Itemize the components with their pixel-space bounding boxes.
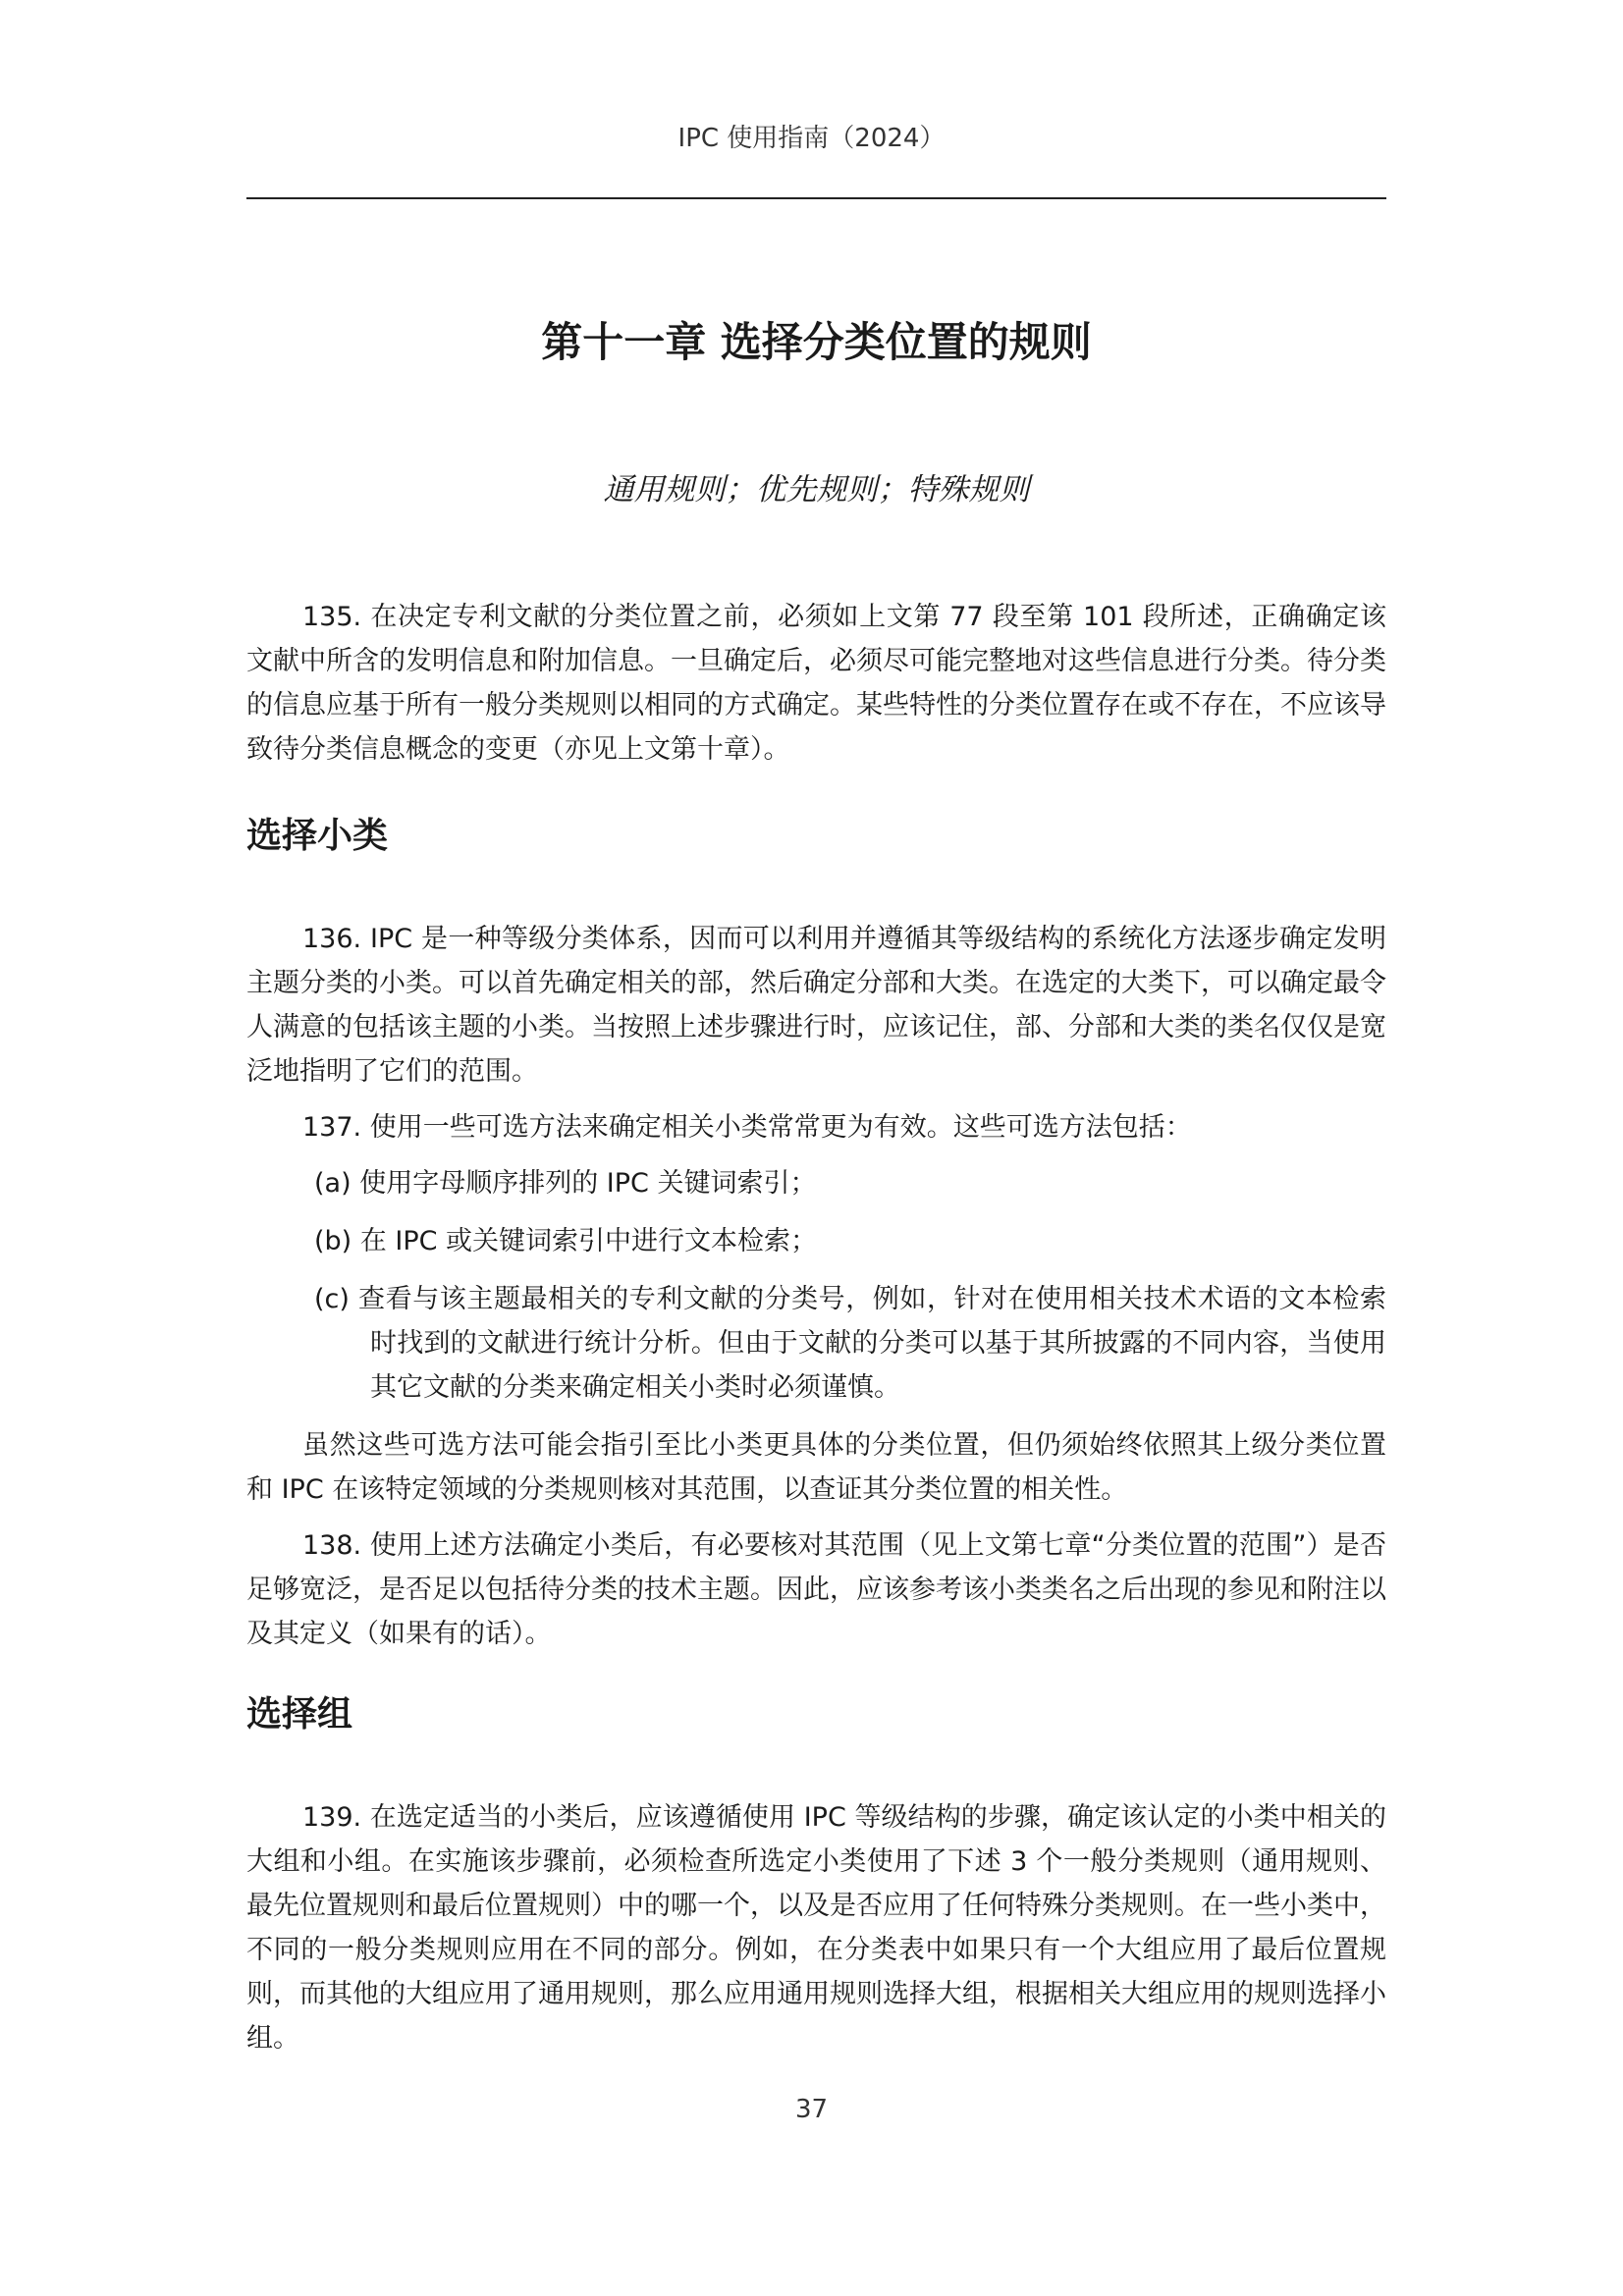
chapter-title: 第十一章 选择分类位置的规则 <box>541 318 1092 366</box>
paragraph-137: 137. 使用一些可选方法来确定相关小类常常更为有效。这些可选方法包括： <box>302 1112 1192 1143</box>
paragraph-137-continuation: 虽然这些可选方法可能会指引至比小类更具体的分类位置，但仍须始终依照其上级分类位置和 IPC 在该特定领域的分类规则核对其范围，以查证其分类位置的相关性。 <box>246 1430 1386 1505</box>
paragraph-139: 139. 在选定适当的小类后，应该遵循使用 IPC 等级结构的步骤，确定该认定的小类中相关的大组和小组。在实施该步骤前，必须检查所选定小类使用了下述 3 个一般分类规则（通用规则、最先位置规则和最后位置规则）中的哪一个，以及是否应用了任何特殊分类规则。在一些小类中，不同的一般分类规则应用在不同的部分。例如，在分类表中如果只有一个大组应用了最后位置规则，而其他的大组应用了通用规则，那么应用通用规则选择大组，根据相关大组应用的规则选择小组。 <box>246 1802 1386 2054</box>
running-header: IPC 使用指南（2024） <box>677 124 946 153</box>
page-body <box>246 312 1386 2072</box>
header-divider <box>246 197 1386 199</box>
list-item-a: (a) 使用字母顺序排列的 IPC 关键词索引； <box>314 1168 817 1199</box>
page-number: 37 <box>794 2095 829 2124</box>
section-heading-select-subclass: 选择小类 <box>246 816 389 856</box>
section-heading-select-group: 选择组 <box>246 1694 353 1735</box>
paragraph-138: 138. 使用上述方法确定小类后，有必要核对其范围（见上文第七章“分类位置的范围”）是否足够宽泛，是否足以包括待分类的技术主题。因此，应该参考该小类类名之后出现的参见和附注以及其定义（如果有的话）。 <box>246 1530 1386 1649</box>
list-item-b: (b) 在 IPC 或关键词索引中进行文本检索； <box>314 1226 818 1256</box>
list-item-c: (c) 查看与该主题最相关的专利文献的分类号，例如，针对在使用相关技术术语的文本检索时找到的文献进行统计分析。但由于文献的分类可以基于其所披露的不同内容，当使用其它文献的分类来确定相关小类时必须谨慎。 <box>314 1284 1386 1403</box>
chapter-subtitle: 通用规则；优先规则；特殊规则 <box>603 472 1030 507</box>
paragraph-136: 136. IPC 是一种等级分类体系，因而可以利用并遵循其等级结构的系统化方法逐步确定发明主题分类的小类。可以首先确定相关的部，然后确定分部和大类。在选定的大类下，可以确定最令人满意的包括该主题的小类。当按照上述步骤进行时，应该记住，部、分部和大类的类名仅仅是宽泛地指明了它们的范围。 <box>246 924 1386 1087</box>
paragraph-135: 135. 在决定专利文献的分类位置之前，必须如上文第 77 段至第 101 段所述，正确确定该文献中所含的发明信息和附加信息。一旦确定后，必须尽可能完整地对这些信息进行分类。待分类的信息应基于所有一般分类规则以相同的方式确定。某些特性的分类位置存在或不存在，不应该导致待分类信息概念的变更（亦见上文第十章）。 <box>246 602 1386 765</box>
